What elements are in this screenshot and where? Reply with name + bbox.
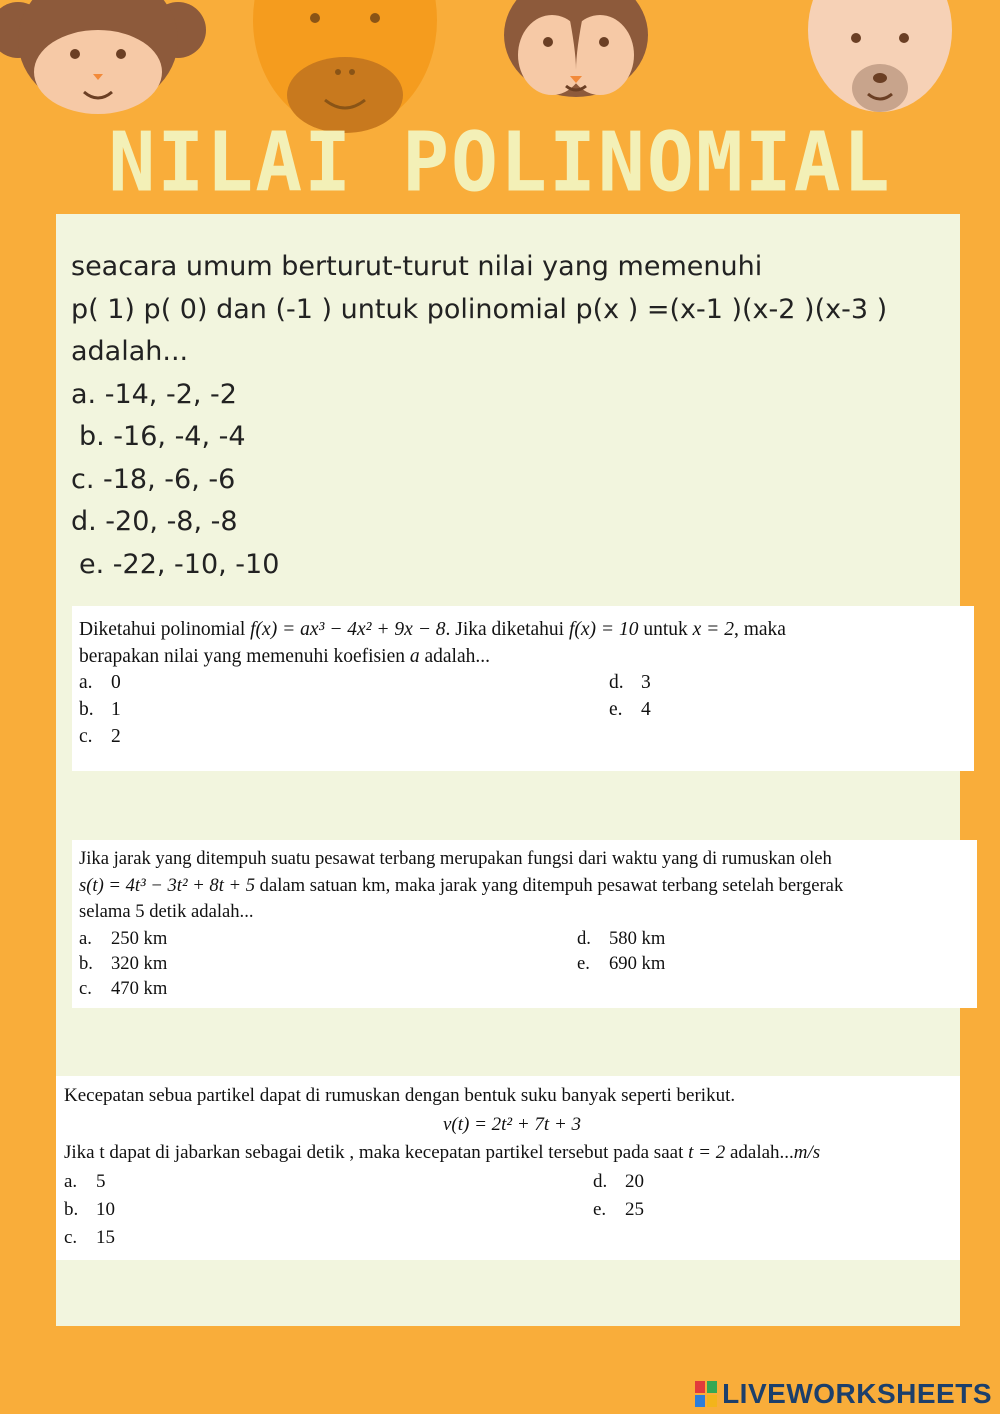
question-4-unit: m/s: [793, 1142, 821, 1163]
question-2-formula: f(x) = 10: [568, 619, 639, 640]
option-label: c.: [64, 1226, 78, 1248]
fox-face-icon: [504, 0, 648, 97]
option-value: 250 km: [111, 927, 168, 949]
question-2-option-c: [79, 724, 121, 751]
option-label: d.: [577, 927, 591, 949]
question-3-text: Jika jarak yang ditempuh suatu pesawat terbang merupakan fungsi dari waktu yang di rumuskan oleh: [79, 848, 832, 869]
question-1-option-b: b. -16, -4, -4: [79, 421, 246, 452]
question-2-formula: x = 2: [692, 619, 734, 640]
question-1: [71, 246, 951, 586]
question-4-stem: [64, 1082, 960, 1168]
question-2-options: [79, 670, 974, 760]
question-1-option-c: c. -18, -6, -6: [71, 463, 236, 495]
question-4-formula-text: v(t) = 2t² + 7t + 3: [442, 1113, 582, 1135]
question-4-text: adalah...: [725, 1142, 794, 1163]
question-4-option-c: [64, 1224, 115, 1252]
question-2-formula: f(x) = ax³ − 4x² + 9x − 8: [250, 619, 446, 640]
lion-face-icon: [253, 0, 437, 133]
question-4-formula: t = 2: [688, 1142, 726, 1163]
liveworksheets-logo-icon: [694, 1380, 718, 1408]
option-value: 690 km: [609, 952, 666, 974]
question-4-option-b: [64, 1196, 115, 1224]
option-label: a.: [64, 1170, 78, 1192]
option-label: e.: [577, 952, 590, 974]
option-label: b.: [79, 952, 93, 974]
option-value: 10: [96, 1198, 115, 1220]
question-3-option-e: [577, 951, 665, 977]
option-label: b.: [79, 699, 94, 720]
bear-face-icon: [808, 0, 952, 112]
question-2-stem: [79, 616, 974, 670]
option-value: 3: [641, 672, 651, 693]
question-3-formula: s(t) = 4t³ − 3t² + 8t + 5: [79, 874, 255, 896]
question-3-stem: [79, 846, 977, 926]
question-4: [56, 1076, 960, 1260]
option-value: 1: [111, 699, 121, 720]
option-label: a.: [79, 672, 93, 693]
question-2: [72, 606, 974, 771]
question-2-text: Diketahui polinomial: [79, 619, 251, 640]
question-2-formula: a: [409, 646, 420, 667]
question-2-option-e: [609, 697, 651, 724]
question-3-text: selama 5 detik adalah...: [79, 901, 254, 922]
question-2-text: , maka: [733, 619, 786, 640]
question-2-text: untuk: [638, 619, 693, 640]
question-3-option-c: [79, 976, 167, 1002]
option-value: 15: [96, 1226, 115, 1248]
question-4-option-e: [593, 1196, 644, 1224]
option-label: e.: [609, 699, 623, 720]
monkey-face-icon: [0, 0, 206, 114]
option-label: a.: [79, 927, 92, 949]
question-2-text: adalah...: [419, 646, 490, 667]
question-2-option-d: [609, 670, 651, 697]
option-value: 320 km: [111, 952, 168, 974]
question-2-text: berapakan nilai yang memenuhi koefisien: [79, 646, 410, 667]
option-value: 20: [625, 1170, 644, 1192]
question-2-option-b: [79, 697, 121, 724]
option-value: 470 km: [111, 977, 168, 999]
question-4-option-a: [64, 1168, 106, 1196]
question-1-option-d: d. -20, -8, -8: [71, 506, 238, 537]
question-3-option-b: [79, 951, 167, 977]
question-3: [72, 840, 977, 1008]
question-4-text: Jika t dapat di jabarkan sebagai detik , maka kecepatan partikel tersebut pada saat: [64, 1142, 689, 1163]
option-label: e.: [593, 1198, 607, 1220]
option-label: c.: [79, 977, 92, 999]
question-3-option-d: [577, 926, 665, 952]
brand-text: LIVEWORKSHEETS: [722, 1378, 992, 1409]
page-title: NILAI POLINOMIAL: [108, 115, 892, 211]
liveworksheets-brand[interactable]: [694, 1376, 992, 1412]
option-label: d.: [593, 1170, 608, 1192]
question-3-options: [79, 926, 977, 1006]
question-3-option-a: [79, 926, 167, 952]
question-3-text: dalam satuan km, maka jarak yang ditempuh pesawat terbang setelah bergerak: [255, 874, 844, 896]
question-1-stem-line: p( 1) p( 0) dan (-1 ) untuk polinomial p(x ) =(x-1 )(x-2 )(x-3 ): [71, 293, 888, 325]
question-1-option-a: a. -14, -2, -2: [71, 378, 237, 410]
question-2-option-a: [79, 670, 121, 697]
option-value: 2: [111, 726, 121, 747]
question-4-options: [64, 1168, 960, 1252]
question-1-option-e: e. -22, -10, -10: [79, 548, 280, 580]
option-value: 580 km: [609, 927, 666, 949]
option-label: b.: [64, 1198, 79, 1220]
question-4-formula: [64, 1111, 960, 1140]
option-value: 25: [625, 1198, 644, 1220]
option-value: 0: [111, 672, 121, 693]
option-value: 4: [641, 699, 651, 720]
question-4-option-d: [593, 1168, 644, 1196]
option-label: d.: [609, 672, 624, 693]
question-4-text: Kecepatan sebua partikel dapat di rumuskan dengan bentuk suku banyak seperti berikut.: [64, 1085, 736, 1106]
question-1-stem-line: adalah...: [71, 336, 189, 367]
question-1-stem-line: seacara umum berturut-turut nilai yang memenuhi: [71, 251, 763, 282]
question-2-text: . Jika diketahui: [445, 619, 569, 640]
option-value: 5: [96, 1170, 106, 1192]
option-label: c.: [79, 726, 93, 747]
